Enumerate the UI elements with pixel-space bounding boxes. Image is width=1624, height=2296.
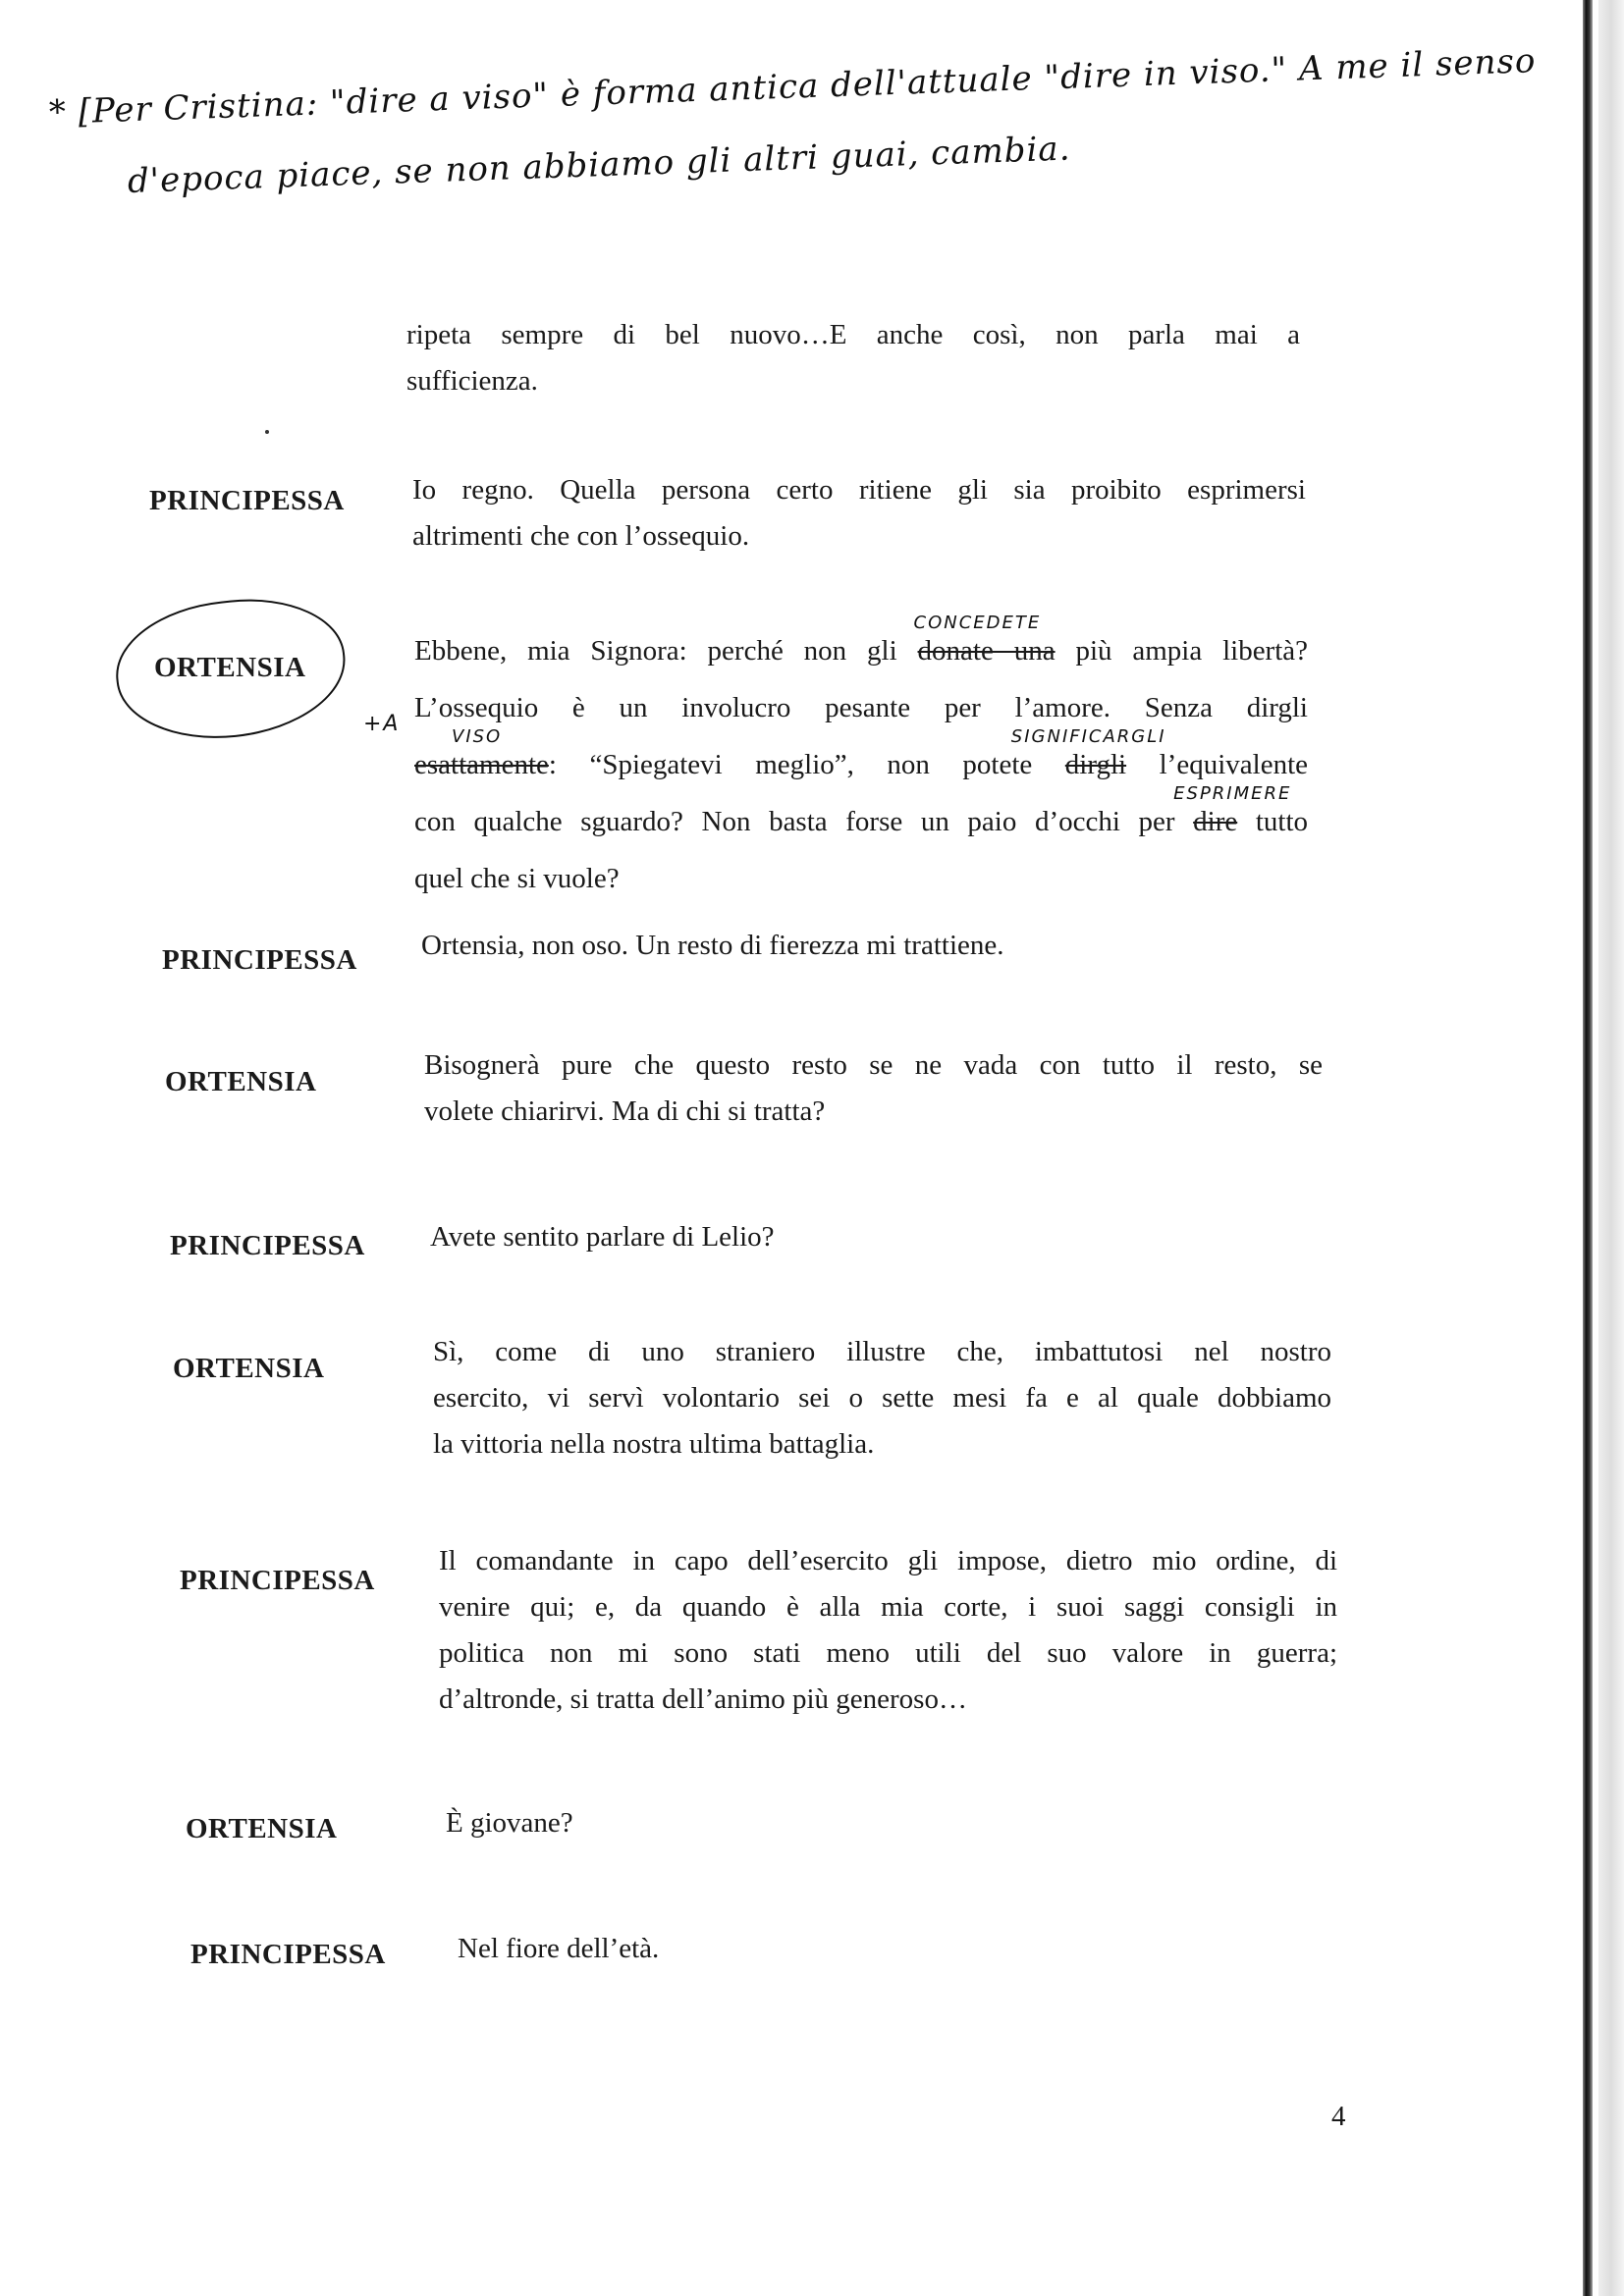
text-line: sufficienza. xyxy=(406,365,538,397)
speaker-name: ORTENSIA xyxy=(154,652,306,683)
text-line: È giovane? xyxy=(446,1807,573,1839)
annotation: SIGNIFICARGLI xyxy=(1010,726,1166,747)
speaker-name: PRINCIPESSA xyxy=(162,944,357,976)
dialogue-text xyxy=(439,1538,1337,1723)
text-line: d’altronde, si tratta dell’animo più generoso… xyxy=(439,1683,967,1715)
text-line: volete chiarirvi. Ma di chi si tratta? xyxy=(424,1095,826,1127)
stray-mark xyxy=(265,430,269,434)
scan-edge xyxy=(1583,0,1593,2296)
dialogue-text xyxy=(458,1926,1341,1972)
annotation: VISO xyxy=(452,726,503,747)
text-line: con qualche sguardo? Non basta forse un paio d’occhi per dire ESPRIMERE tutto xyxy=(414,783,1309,837)
speaker-name: PRINCIPESSA xyxy=(170,1230,365,1261)
struck-text: dire ESPRIMERE xyxy=(1173,783,1292,837)
continuation-text xyxy=(406,312,1300,404)
dialogue-text xyxy=(446,1800,1329,1846)
text-line: Il comandante in capo dell’esercito gli impose, dietro mio ordine, di xyxy=(439,1545,1337,1576)
text-line: la vittoria nella nostra ultima battaglia. xyxy=(433,1428,875,1460)
annotation: ESPRIMERE xyxy=(1173,783,1292,804)
dialogue-text xyxy=(424,1042,1323,1135)
page-number: 4 xyxy=(1331,2101,1346,2132)
scan-margin xyxy=(1598,0,1624,2296)
text-line: ripeta sempre di bel nuovo…E anche così, non parla mai a xyxy=(406,319,1300,350)
text-line: L’ossequio è un involucro pesante per l’amore. Senza dirgli xyxy=(414,692,1308,723)
handwritten-note-line1: * [Per Cristina: "dire a viso" è forma antica dell'attuale "dire in viso." A me il senso xyxy=(48,41,1538,133)
dialogue-text xyxy=(414,613,1309,907)
struck-text: esattamente VISO xyxy=(414,726,549,780)
speaker-name: PRINCIPESSA xyxy=(190,1939,386,1970)
text-line: Ortensia, non oso. Un resto di fierezza mi trattiene. xyxy=(421,930,1004,961)
text-line: altrimenti che con l’ossequio. xyxy=(412,520,750,552)
text-line: Avete sentito parlare di Lelio? xyxy=(430,1221,775,1253)
annotation: CONCEDETE xyxy=(913,613,1042,633)
struck-text: dirgli SIGNIFICARGLI xyxy=(1010,726,1166,780)
dialogue-text xyxy=(433,1329,1331,1468)
text-line: venire qui; e, da quando è alla mia corte, i suoi saggi consigli in xyxy=(439,1591,1337,1623)
speaker-name: PRINCIPESSA xyxy=(149,485,345,516)
margin-annotation: +A xyxy=(363,712,401,736)
text-line: Bisognerà pure che questo resto se ne vada con tutto il resto, se xyxy=(424,1049,1323,1081)
text-line: esattamente VISO : “Spiegatevi meglio”, non potete dirgli SIGNIFICARGLI l’equivalente xyxy=(414,726,1308,780)
dialogue-text xyxy=(430,1214,1328,1260)
text-line: Io regno. Quella persona certo ritiene gli sia proibito esprimersi xyxy=(412,474,1306,506)
speaker-name: ORTENSIA xyxy=(165,1066,317,1097)
text-line: Sì, come di uno straniero illustre che, imbattutosi nel nostro xyxy=(433,1336,1331,1367)
text-line: Ebbene, mia Signora: perché non gli donate una CONCEDETE più ampia libertà? xyxy=(414,613,1309,667)
handwritten-note-line2: d'epoca piace, se non abbiamo gli altri guai, cambia. xyxy=(127,129,1072,201)
text-line: esercito, vi servì volontario sei o sette mesi fa e al quale dobbiamo xyxy=(433,1382,1331,1414)
text-line: quel che si vuole? xyxy=(414,863,620,894)
text-line: Nel fiore dell’età. xyxy=(458,1933,660,1964)
struck-text: donate una CONCEDETE xyxy=(913,613,1056,667)
speaker-name: ORTENSIA xyxy=(186,1813,338,1844)
dialogue-text xyxy=(412,467,1306,560)
text-line: politica non mi sono stati meno utili del suo valore in guerra; xyxy=(439,1637,1337,1669)
dialogue-text xyxy=(421,923,1325,969)
speaker-name: PRINCIPESSA xyxy=(180,1565,375,1596)
speaker-name: ORTENSIA xyxy=(173,1353,325,1384)
